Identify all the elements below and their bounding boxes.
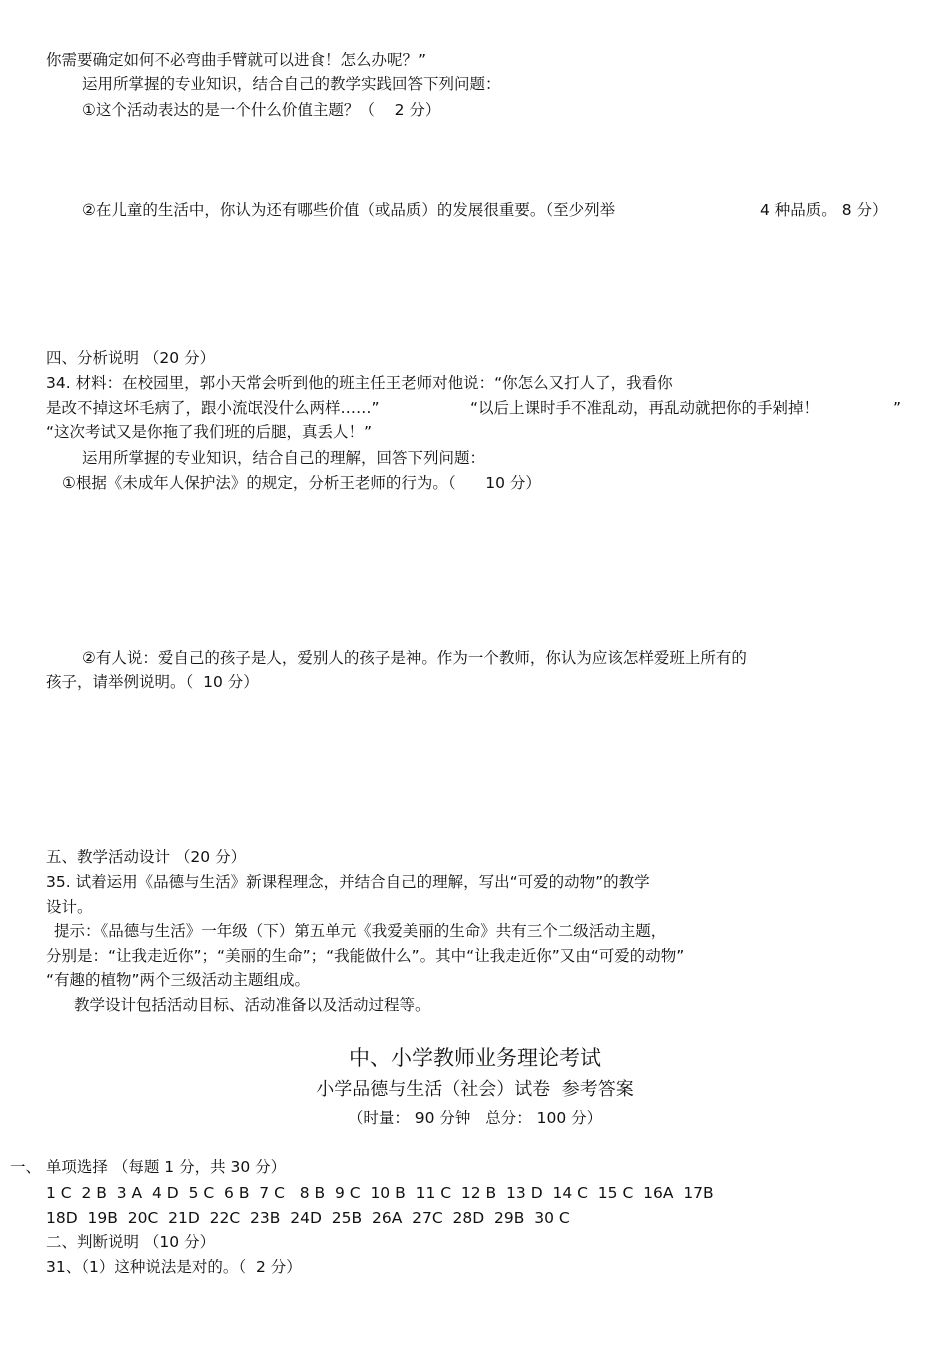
answer-meta: （时量： 90 分钟 总分： 100 分） xyxy=(347,1109,603,1127)
sub-question-2-part-a: ②在儿童的生活中，你认为还有哪些价值（或品质）的发展很重要。（至少列举 xyxy=(82,201,616,219)
answer-section-1-heading: 一、 单项选择 （每题 1 分，共 30 分） xyxy=(10,1158,287,1176)
instruction-text: 运用所掌握的专业知识，结合自己的教学实践回答下列问题： xyxy=(82,75,501,93)
hint-line-1: 提示：《品德与生活》一年级（下）第五单元《我爱美丽的生命》共有三个二级活动主题， xyxy=(54,922,667,940)
section-heading-5: 五、教学活动设计 （20 分） xyxy=(46,848,247,866)
sub-question-1: ①这个活动表达的是一个什么价值主题？（ 2 分） xyxy=(82,101,441,119)
answer-row-1: 1 C 2 B 3 A 4 D 5 C 6 B 7 C 8 B 9 C 10 B 11 C 12 B 13 D 14 C 15 C 16A 17B xyxy=(46,1184,714,1202)
question-34-line-2c: ” xyxy=(893,399,902,417)
section-heading-4: 四、分析说明 （20 分） xyxy=(46,349,216,367)
question-35-line-1: 35. 试着运用《品德与生活》新课程理念，并结合自己的理解，写出“可爱的动物”的教学 xyxy=(46,873,650,891)
question-34-line-2b: “以后上课时手不准乱动，再乱动就把你的手剁掉！ xyxy=(470,399,820,417)
question-34-line-1: 34. 材料：在校园里，郭小天常会听到他的班主任王老师对他说：“你怎么又打人了，我看你 xyxy=(46,374,673,392)
answer-31: 31、（1）这种说法是对的。（ 2 分） xyxy=(46,1258,302,1276)
sub-question-2-part-b: 4 种品质。 8 分） xyxy=(760,201,888,219)
hint-line-4: 教学设计包括活动目标、活动准备以及活动过程等。 xyxy=(74,996,431,1014)
answer-row-2: 18D 19B 20C 21D 22C 23B 24D 25B 26A 27C 28D 29B 30 C xyxy=(46,1209,570,1227)
sub-question-1: ①根据《未成年人保护法》的规定，分析王老师的行为。（ 10 分） xyxy=(62,474,541,492)
sub-question-2-line-2: 孩子，请举例说明。（ 10 分） xyxy=(46,673,259,691)
hint-line-3: “有趣的植物”两个三级活动主题组成。 xyxy=(46,971,311,989)
question-text-line: 你需要确定如何不必弯曲手臂就可以进食！怎么办呢？” xyxy=(46,51,427,69)
question-35-line-2: 设计。 xyxy=(46,898,93,916)
question-34-line-3: “这次考试又是你拖了我们班的后腿，真丢人！” xyxy=(46,423,373,441)
answer-section-2-heading: 二、判断说明 （10 分） xyxy=(46,1233,216,1251)
answer-title: 中、小学教师业务理论考试 xyxy=(349,1046,601,1070)
answer-subtitle: 小学品德与生活（社会）试卷 参考答案 xyxy=(316,1079,634,1100)
hint-line-2: 分别是：“让我走近你”；“美丽的生命”；“我能做什么”。其中“让我走近你”又由“可爱的动物” xyxy=(46,947,685,965)
instruction-text: 运用所掌握的专业知识，结合自己的理解，回答下列问题： xyxy=(82,449,486,467)
sub-question-2-line-1: ②有人说：爱自己的孩子是人，爱别人的孩子是神。作为一个教师，你认为应该怎样爱班上所有的 xyxy=(82,649,747,667)
question-34-line-2a: 是改不掉这坏毛病了，跟小流氓没什么两样……” xyxy=(46,399,380,417)
